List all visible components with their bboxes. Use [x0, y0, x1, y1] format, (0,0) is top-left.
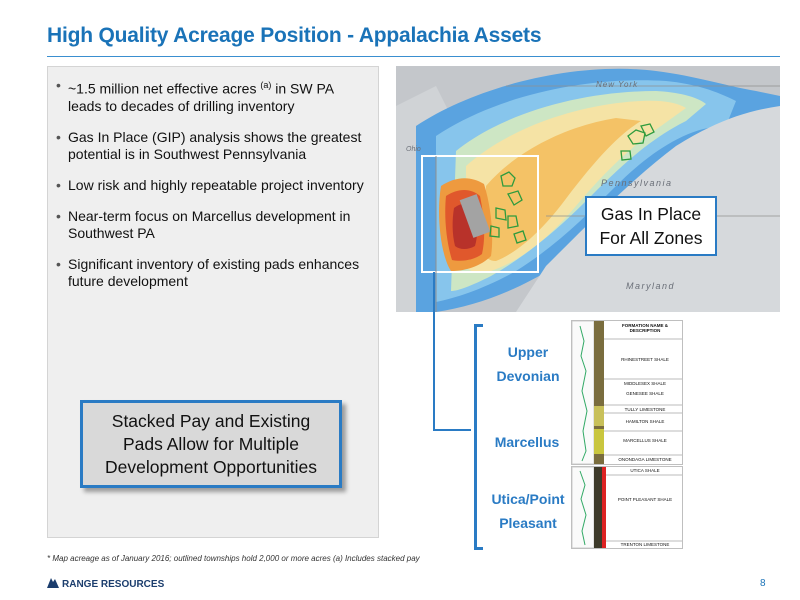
log-header: FORMATION NAME & DESCRIPTION	[622, 323, 668, 333]
state-label-oh: Ohio	[406, 146, 421, 153]
heat-map-graphic	[396, 66, 780, 312]
callout-line: Pads Allow for Multiple	[122, 434, 300, 454]
bullet-dot-icon: •	[56, 207, 61, 224]
bullet-panel	[47, 66, 379, 538]
log-unit-label: POINT PLEASANT SHALE	[617, 497, 673, 502]
bullet-item	[56, 77, 366, 115]
zone-label-utica-point-pleasant: Utica/Point Pleasant	[491, 491, 565, 531]
log-unit-label: HAMILTON SHALE	[625, 419, 665, 424]
bullet-dot-icon: •	[56, 255, 61, 272]
log-unit-label: GENESEE SHALE	[626, 391, 664, 396]
bullet-list	[48, 67, 378, 290]
state-label-md: Maryland	[626, 281, 676, 291]
bullet-text: Significant inventory of existing pads enhances future development	[68, 255, 360, 289]
range-logo-icon	[47, 578, 59, 588]
bullet-item	[56, 207, 366, 242]
well-log-devonian	[571, 320, 683, 465]
gip-label-line: Gas In Place	[600, 204, 702, 224]
log-unit-label: MARCELLUS SHALE	[623, 438, 667, 443]
bullet-dot-icon: •	[56, 77, 61, 93]
bullet-text: Low risk and highly repeatable project inventory	[68, 176, 364, 193]
footnote: * Map acreage as of January 2016; outlined townships hold 2,000 or more acres (a) Includes stacked pay	[47, 554, 420, 563]
callout-line: Stacked Pay and Existing	[111, 411, 311, 431]
title-divider	[47, 56, 780, 57]
log-unit-label: RHINESTREET SHALE	[621, 357, 669, 362]
gip-label	[585, 196, 717, 256]
page-title: High Quality Acreage Position - Appalachia Assets	[47, 24, 542, 47]
log-unit-label: MIDDLESEX SHALE	[623, 381, 666, 386]
callout-line: Development Opportunities	[104, 457, 318, 477]
connector-line	[433, 272, 435, 431]
bullet-text-tail: in SW PA leads to decades of drilling inventory	[68, 80, 334, 114]
company-name: RANGE RESOURCES	[62, 579, 165, 590]
log-unit-label: TRENTON LIMESTONE	[620, 542, 670, 547]
bullet-item	[56, 128, 366, 163]
company-logo	[47, 578, 164, 590]
state-label-pa: Pennsylvania	[601, 178, 673, 188]
gip-heat-map	[396, 66, 780, 312]
footnote-marker: (a)	[260, 80, 272, 90]
connector-line	[433, 429, 471, 431]
log-unit-label: ONONDAGA LIMESTONE	[618, 457, 672, 462]
bullet-item	[56, 255, 366, 290]
gip-label-line: For All Zones	[599, 228, 703, 248]
zone-label-upper-devonian: Upper Devonian	[496, 344, 560, 384]
callout-box	[80, 400, 342, 488]
page-number: 8	[760, 578, 766, 589]
log-unit-label: TULLY LIMESTONE	[624, 407, 666, 412]
bullet-dot-icon: •	[56, 128, 61, 145]
zone-bracket	[474, 324, 483, 550]
zone-label-marcellus: Marcellus	[494, 434, 560, 450]
bullet-text: ~1.5 million net effective acres	[68, 80, 261, 97]
bullet-item	[56, 176, 366, 194]
state-label-ny: New York	[596, 80, 639, 89]
bullet-text: Gas In Place (GIP) analysis shows the greatest potential is in Southwest Pennsylvania	[68, 128, 362, 162]
well-log-utica	[571, 466, 683, 549]
bullet-dot-icon: •	[56, 176, 61, 193]
well-log-graphic	[572, 467, 682, 548]
bullet-text: Near-term focus on Marcellus development in Southwest PA	[68, 207, 351, 241]
log-unit-label: UTICA SHALE	[630, 468, 660, 473]
